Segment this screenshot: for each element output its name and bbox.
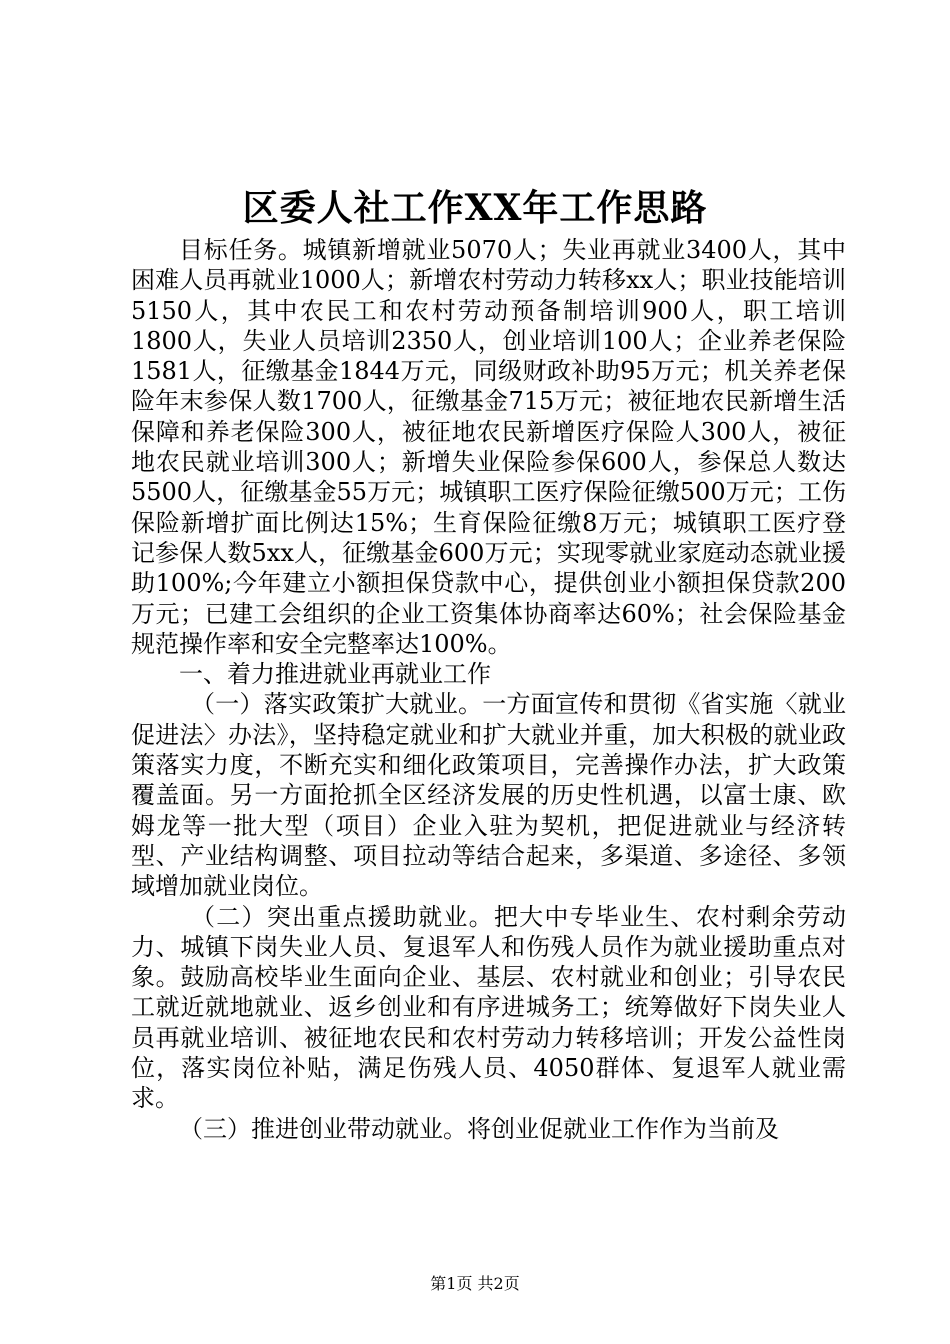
document-title: 区委人社工作XX年工作思路 bbox=[242, 187, 708, 229]
paragraph-assistance: （二）突出重点援助就业。把大中专毕业生、农村剩余劳动力、城镇下岗失业人员、复退军人和伤残人员作为就业援助重点对象。鼓励高校毕业生面向企业、基层、农村就业和创业；引导农民工就近就地就业、返乡创业和有序进城务工；统筹做好下岗失业人员再就业培训、被征地农民和农村劳动力转移培训；开发公益性岗位，落实岗位补贴，满足伤残人员、4050群体、复退军人就业需求。 bbox=[131, 902, 846, 1113]
paragraph-entrepreneurship: （三）推进创业带动就业。将创业促就业工作作为当前及 bbox=[179, 1114, 779, 1143]
page-footer: 第1页 共2页 bbox=[430, 1274, 520, 1293]
paragraph-targets: 目标任务。城镇新增就业5070人；失业再就业3400人，其中困难人员再就业1000人；新增农村劳动力转移xx人；职业技能培训5150人，其中农民工和农村劳动预备制培训900人，职工培训1800人，失业人员培训2350人，创业培训100人；企业养老保险1581人，征缴基金1844万元，同级财政补助95万元；机关养老保险年末参保人数1700人，征缴基金715万元；被征地农民新增生活保障和养老保险300人，被征地农民新增医疗保险人300人，被征地农民就业培训300人；新增失业保险参保600人，参保总人数达5500人，征缴基金55万元；城镇职工医疗保险征缴500万元；工伤保险新增扩面比例达15%；生育保险征缴8万元；城镇职工医疗登记参保人数5xx人，征缴基金600万元；实现零就业家庭动态就业援助100%;今年建立小额担保贷款中心，提供创业小额担保贷款200万元；已建工会组织的企业工资集体协商率达60%；社会保险基金规范操作率和安全完整率达100%。 bbox=[131, 236, 846, 658]
paragraph-policy: （一）落实政策扩大就业。一方面宣传和贯彻《省实施〈就业促进法〉办法》，坚持稳定就业和扩大就业并重，加大积极的就业政策落实力度，不断充实和细化政策项目，完善操作办法，扩大政策覆盖面。另一方面抢抓全区经济发展的历史性机遇，以富士康、欧姆龙等一批大型（项目）企业入驻为契机，把促进就业与经济转型、产业结构调整、项目拉动等结合起来，多渠道、多途径、多领域增加就业岗位。 bbox=[131, 690, 846, 901]
document-body bbox=[131, 235, 846, 1144]
section-heading-employment: 一、着力推进就业再就业工作 bbox=[179, 660, 491, 689]
